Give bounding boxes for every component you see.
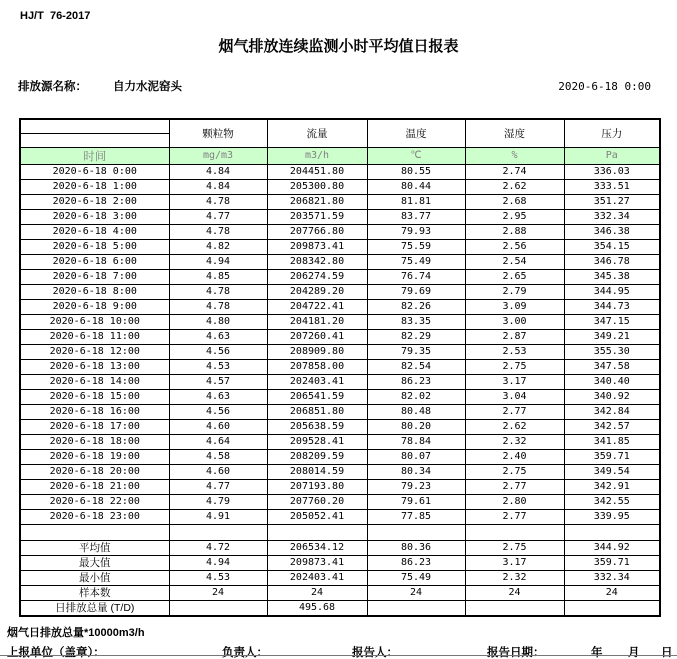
footer-note: 烟气日排放总量*10000m3/h (7, 626, 145, 639)
spacer-row (20, 524, 660, 540)
summary-value-cell: 24 (367, 585, 465, 600)
value-cell: 3.17 (465, 374, 564, 389)
summary-value-cell (169, 600, 267, 616)
value-cell: 4.56 (169, 344, 267, 359)
table-row (20, 479, 660, 494)
value-cell: 4.57 (169, 374, 267, 389)
summary-value-cell: 24 (267, 585, 367, 600)
value-cell: 346.38 (564, 224, 660, 239)
summary-value-cell: 206534.12 (267, 540, 367, 555)
value-cell: 336.03 (564, 164, 660, 179)
time-cell: 2020-6-18 6:00 (20, 254, 169, 269)
value-cell: 2.62 (465, 179, 564, 194)
source-name-group (18, 78, 182, 94)
value-cell: 342.55 (564, 494, 660, 509)
time-cell: 2020-6-18 20:00 (20, 464, 169, 479)
report-title: 烟气排放连续监测小时平均值日报表 (218, 38, 459, 55)
summary-value-cell: 332.34 (564, 570, 660, 585)
time-cell: 2020-6-18 3:00 (20, 209, 169, 224)
value-cell: 204722.41 (267, 299, 367, 314)
data-rows (20, 164, 660, 524)
value-cell: 207260.41 (267, 329, 367, 344)
value-cell: 3.09 (465, 299, 564, 314)
value-cell: 339.95 (564, 509, 660, 524)
value-cell: 2.79 (465, 284, 564, 299)
value-cell: 205638.59 (267, 419, 367, 434)
value-cell: 2.77 (465, 404, 564, 419)
value-cell: 341.85 (564, 434, 660, 449)
value-cell: 342.57 (564, 419, 660, 434)
value-cell: 4.78 (169, 224, 267, 239)
value-cell: 76.74 (367, 269, 465, 284)
value-cell: 4.78 (169, 284, 267, 299)
day-label: 日 (661, 646, 673, 659)
summary-value-cell: 24 (564, 585, 660, 600)
time-cell: 2020-6-18 18:00 (20, 434, 169, 449)
time-cell: 2020-6-18 2:00 (20, 194, 169, 209)
table-row (20, 494, 660, 509)
summary-value-cell: 2.32 (465, 570, 564, 585)
table-row (20, 389, 660, 404)
value-cell: 4.58 (169, 449, 267, 464)
table-row (20, 269, 660, 284)
time-cell: 2020-6-18 14:00 (20, 374, 169, 389)
table-row (20, 344, 660, 359)
source-label: 排放源名称： (18, 81, 87, 93)
value-cell: 209873.41 (267, 239, 367, 254)
summary-label: 平均值 (20, 540, 169, 555)
spacer-cell (169, 524, 267, 540)
value-cell: 4.80 (169, 314, 267, 329)
table-row (20, 254, 660, 269)
source-name: 自力水泥窑头 (113, 81, 182, 93)
value-cell: 4.63 (169, 329, 267, 344)
summary-row (20, 555, 660, 570)
value-cell: 82.02 (367, 389, 465, 404)
value-cell: 347.58 (564, 359, 660, 374)
summary-row (20, 585, 660, 600)
value-cell: 80.48 (367, 404, 465, 419)
column-header-particulate: 颗粒物 (169, 119, 267, 147)
summary-value-cell: 202403.41 (267, 570, 367, 585)
value-cell: 340.40 (564, 374, 660, 389)
month-label: 月 (628, 646, 640, 659)
value-cell: 75.49 (367, 254, 465, 269)
time-header: 时间 (20, 147, 169, 164)
value-cell: 82.54 (367, 359, 465, 374)
table-row (20, 314, 660, 329)
table-row (20, 179, 660, 194)
value-cell: 208342.80 (267, 254, 367, 269)
value-cell: 4.77 (169, 209, 267, 224)
value-cell: 207193.80 (267, 479, 367, 494)
value-cell: 2.62 (465, 419, 564, 434)
value-cell: 4.53 (169, 359, 267, 374)
summary-value-cell: 4.72 (169, 540, 267, 555)
reporter-label: 报告人： (352, 646, 398, 659)
table-row (20, 419, 660, 434)
value-cell: 346.78 (564, 254, 660, 269)
table-row (20, 299, 660, 314)
value-cell: 349.21 (564, 329, 660, 344)
value-cell: 78.84 (367, 434, 465, 449)
value-cell: 79.23 (367, 479, 465, 494)
time-cell: 2020-6-18 13:00 (20, 359, 169, 374)
unit-temperature: ℃ (367, 147, 465, 164)
table-row (20, 224, 660, 239)
value-cell: 4.56 (169, 404, 267, 419)
value-cell: 208909.80 (267, 344, 367, 359)
value-cell: 2.77 (465, 509, 564, 524)
source-row (18, 78, 651, 94)
standard-number: HJ/T 76-2017 (20, 10, 91, 22)
summary-label: 最大值 (20, 555, 169, 570)
column-header-temperature: 温度 (367, 119, 465, 147)
time-cell: 2020-6-18 1:00 (20, 179, 169, 194)
value-cell: 4.84 (169, 164, 267, 179)
value-cell: 80.20 (367, 419, 465, 434)
value-cell: 79.93 (367, 224, 465, 239)
value-cell: 204289.20 (267, 284, 367, 299)
value-cell: 208014.59 (267, 464, 367, 479)
year-label: 年 (591, 646, 603, 659)
value-cell: 207766.80 (267, 224, 367, 239)
summary-value-cell: 344.92 (564, 540, 660, 555)
value-cell: 82.29 (367, 329, 465, 344)
unit-particulate: mg/m3 (169, 147, 267, 164)
column-header-flow: 流量 (267, 119, 367, 147)
responsible-label: 负责人： (222, 646, 268, 659)
value-cell: 77.85 (367, 509, 465, 524)
spacer-cell (465, 524, 564, 540)
value-cell: 2.87 (465, 329, 564, 344)
summary-value-cell: 4.53 (169, 570, 267, 585)
time-cell: 2020-6-18 23:00 (20, 509, 169, 524)
value-cell: 4.63 (169, 389, 267, 404)
value-cell: 2.75 (465, 464, 564, 479)
unit-pressure: Pa (564, 147, 660, 164)
value-cell: 2.53 (465, 344, 564, 359)
value-cell: 2.68 (465, 194, 564, 209)
summary-value-cell: 24 (169, 585, 267, 600)
summary-value-cell (465, 600, 564, 616)
time-cell: 2020-6-18 19:00 (20, 449, 169, 464)
time-cell: 2020-6-18 11:00 (20, 329, 169, 344)
value-cell: 2.77 (465, 479, 564, 494)
value-cell: 79.69 (367, 284, 465, 299)
summary-value-cell: 75.49 (367, 570, 465, 585)
table-row (20, 194, 660, 209)
value-cell: 3.04 (465, 389, 564, 404)
table-row (20, 209, 660, 224)
value-cell: 86.23 (367, 374, 465, 389)
time-cell: 2020-6-18 16:00 (20, 404, 169, 419)
summary-value-cell: 495.68 (267, 600, 367, 616)
report-date-label: 报告日期： (487, 646, 545, 659)
value-cell: 344.95 (564, 284, 660, 299)
summary-value-cell: 4.94 (169, 555, 267, 570)
time-cell: 2020-6-18 8:00 (20, 284, 169, 299)
table-row (20, 284, 660, 299)
value-cell: 206541.59 (267, 389, 367, 404)
value-cell: 83.35 (367, 314, 465, 329)
value-cell: 206274.59 (267, 269, 367, 284)
value-cell: 206821.80 (267, 194, 367, 209)
value-cell: 4.79 (169, 494, 267, 509)
summary-row (20, 540, 660, 555)
value-cell: 2.74 (465, 164, 564, 179)
value-cell: 3.00 (465, 314, 564, 329)
value-cell: 355.30 (564, 344, 660, 359)
table-row (20, 359, 660, 374)
time-cell: 2020-6-18 17:00 (20, 419, 169, 434)
summary-value-cell: 359.71 (564, 555, 660, 570)
table-row (20, 329, 660, 344)
time-cell: 2020-6-18 22:00 (20, 494, 169, 509)
value-cell: 359.71 (564, 449, 660, 464)
value-cell: 4.82 (169, 239, 267, 254)
table-row (20, 374, 660, 389)
summary-label: 样本数 (20, 585, 169, 600)
value-cell: 4.78 (169, 194, 267, 209)
value-cell: 345.38 (564, 269, 660, 284)
value-cell: 4.60 (169, 419, 267, 434)
report-unit-label: 上报单位（盖章）： (7, 646, 105, 659)
unit-humidity: % (465, 147, 564, 164)
value-cell: 344.73 (564, 299, 660, 314)
value-cell: 202403.41 (267, 374, 367, 389)
value-cell: 4.64 (169, 434, 267, 449)
time-cell: 2020-6-18 4:00 (20, 224, 169, 239)
value-cell: 2.75 (465, 359, 564, 374)
time-header-spacer-bottom (20, 133, 169, 147)
report-datetime: 2020-6-18 0:00 (558, 80, 651, 93)
summary-value-cell: 2.75 (465, 540, 564, 555)
value-cell: 82.26 (367, 299, 465, 314)
value-cell: 333.51 (564, 179, 660, 194)
column-header-humidity: 湿度 (465, 119, 564, 147)
value-cell: 2.88 (465, 224, 564, 239)
value-cell: 4.94 (169, 254, 267, 269)
value-cell: 80.44 (367, 179, 465, 194)
time-header-spacer-top (20, 119, 169, 133)
value-cell: 205300.80 (267, 179, 367, 194)
value-cell: 349.54 (564, 464, 660, 479)
value-cell: 2.80 (465, 494, 564, 509)
summary-row (20, 600, 660, 616)
time-cell: 2020-6-18 12:00 (20, 344, 169, 359)
column-header-row (20, 119, 660, 133)
time-cell: 2020-6-18 5:00 (20, 239, 169, 254)
table-row (20, 239, 660, 254)
value-cell: 79.61 (367, 494, 465, 509)
table-row (20, 509, 660, 524)
value-cell: 204181.20 (267, 314, 367, 329)
value-cell: 75.59 (367, 239, 465, 254)
value-cell: 332.34 (564, 209, 660, 224)
time-cell: 2020-6-18 0:00 (20, 164, 169, 179)
value-cell: 351.27 (564, 194, 660, 209)
table-row (20, 449, 660, 464)
summary-value-cell: 80.36 (367, 540, 465, 555)
table-row (20, 434, 660, 449)
value-cell: 347.15 (564, 314, 660, 329)
time-cell: 2020-6-18 7:00 (20, 269, 169, 284)
summary-value-cell: 86.23 (367, 555, 465, 570)
value-cell: 2.56 (465, 239, 564, 254)
value-cell: 2.40 (465, 449, 564, 464)
value-cell: 79.35 (367, 344, 465, 359)
summary-label: 最小值 (20, 570, 169, 585)
value-cell: 203571.59 (267, 209, 367, 224)
time-cell: 2020-6-18 21:00 (20, 479, 169, 494)
time-cell: 2020-6-18 15:00 (20, 389, 169, 404)
table-row (20, 404, 660, 419)
value-cell: 207760.20 (267, 494, 367, 509)
unit-flow: m3/h (267, 147, 367, 164)
value-cell: 80.07 (367, 449, 465, 464)
value-cell: 354.15 (564, 239, 660, 254)
value-cell: 4.91 (169, 509, 267, 524)
value-cell: 81.81 (367, 194, 465, 209)
summary-row (20, 570, 660, 585)
spacer-cell (267, 524, 367, 540)
value-cell: 4.60 (169, 464, 267, 479)
summary-rows (20, 540, 660, 616)
table-row (20, 464, 660, 479)
value-cell: 83.77 (367, 209, 465, 224)
time-cell: 2020-6-18 10:00 (20, 314, 169, 329)
value-cell: 2.95 (465, 209, 564, 224)
summary-value-cell (367, 600, 465, 616)
spacer-cell (367, 524, 465, 540)
value-cell: 206851.80 (267, 404, 367, 419)
value-cell: 2.32 (465, 434, 564, 449)
value-cell: 208209.59 (267, 449, 367, 464)
value-cell: 342.84 (564, 404, 660, 419)
value-cell: 204451.80 (267, 164, 367, 179)
value-cell: 342.91 (564, 479, 660, 494)
summary-value-cell: 3.17 (465, 555, 564, 570)
value-cell: 4.85 (169, 269, 267, 284)
column-header-pressure: 压力 (564, 119, 660, 147)
units-row (20, 147, 660, 164)
signature-row (0, 644, 677, 659)
spacer-cell (20, 524, 169, 540)
summary-value-cell (564, 600, 660, 616)
table-row (20, 164, 660, 179)
value-cell: 207858.00 (267, 359, 367, 374)
summary-label: 日排放总量 (T/D) (20, 600, 169, 616)
monitoring-table (19, 118, 661, 617)
value-cell: 2.65 (465, 269, 564, 284)
value-cell: 4.78 (169, 299, 267, 314)
value-cell: 209528.41 (267, 434, 367, 449)
spacer-cell (564, 524, 660, 540)
value-cell: 2.54 (465, 254, 564, 269)
value-cell: 4.77 (169, 479, 267, 494)
summary-value-cell: 24 (465, 585, 564, 600)
bottom-rule (0, 655, 677, 656)
time-cell: 2020-6-18 9:00 (20, 299, 169, 314)
value-cell: 4.84 (169, 179, 267, 194)
value-cell: 205052.41 (267, 509, 367, 524)
summary-value-cell: 209873.41 (267, 555, 367, 570)
value-cell: 340.92 (564, 389, 660, 404)
value-cell: 80.34 (367, 464, 465, 479)
value-cell: 80.55 (367, 164, 465, 179)
